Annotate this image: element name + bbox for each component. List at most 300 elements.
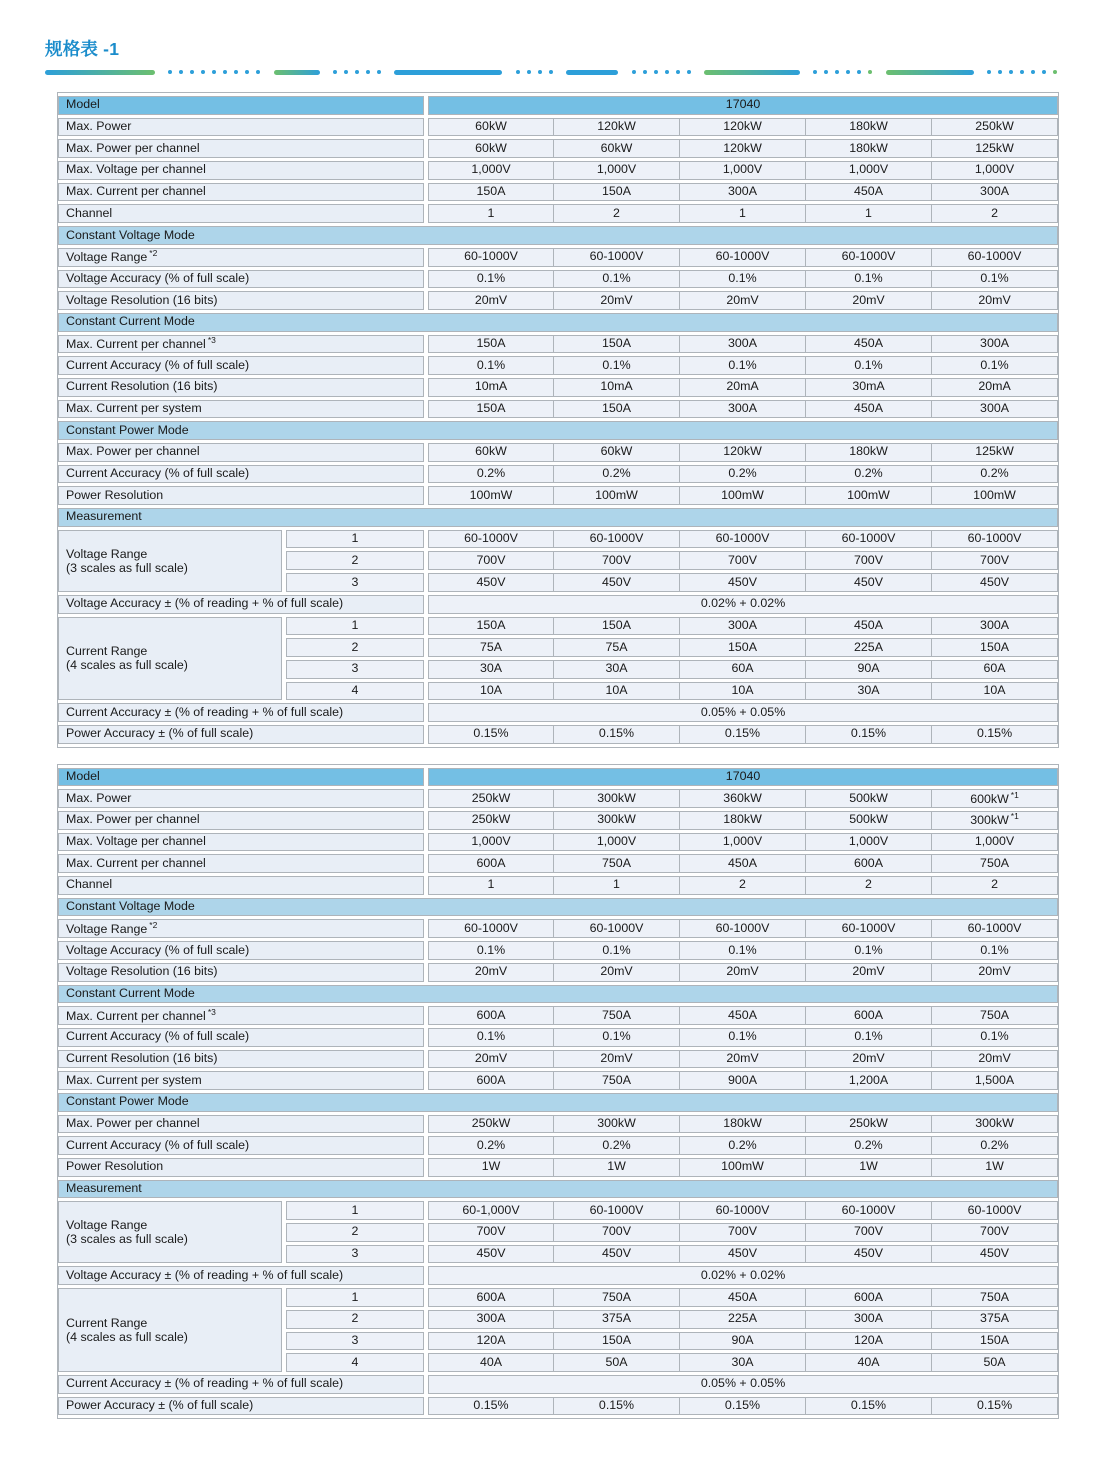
value-cell: 750A bbox=[554, 1288, 680, 1307]
value-cell: 600A bbox=[806, 1006, 932, 1025]
value-cell: 180kW bbox=[680, 1115, 806, 1134]
section-label-cell: Constant Power Mode bbox=[58, 421, 1058, 440]
value-cell: 20mV bbox=[428, 291, 554, 310]
value-cell: 180kW bbox=[680, 811, 806, 830]
row-label: Max. Power per channel bbox=[66, 140, 200, 155]
value-cell: 20mV bbox=[932, 291, 1058, 310]
section-row bbox=[58, 313, 1058, 332]
row-label-cell bbox=[58, 161, 424, 180]
value-cell: 60-1000V bbox=[680, 530, 806, 549]
value-cell: 100mW bbox=[554, 486, 680, 505]
spec-row bbox=[58, 378, 1058, 397]
value-cell: 0.15% bbox=[554, 1397, 680, 1416]
divider-dot bbox=[987, 70, 991, 74]
value-cell: 0.1% bbox=[554, 941, 680, 960]
group-label: Voltage Range bbox=[66, 546, 148, 561]
value-cell: 0.15% bbox=[806, 725, 932, 744]
divider-bar bbox=[886, 70, 974, 75]
value-cell: 450V bbox=[932, 1245, 1058, 1264]
spec-row bbox=[58, 1266, 1058, 1285]
divider-dot bbox=[632, 70, 636, 74]
section-row bbox=[58, 985, 1058, 1004]
group-row bbox=[58, 617, 1058, 636]
divider-dot bbox=[549, 70, 553, 74]
value-cell: 700V bbox=[428, 1223, 554, 1242]
row-label: Voltage Resolution (16 bits) bbox=[66, 292, 218, 307]
row-label-cell bbox=[58, 1397, 424, 1416]
row-label-cell bbox=[58, 139, 424, 158]
value-cell: 2 bbox=[554, 204, 680, 223]
value-cell: 150A bbox=[680, 638, 806, 657]
spec-row bbox=[58, 486, 1058, 505]
scale-index-cell: 1 bbox=[286, 1201, 424, 1220]
value-cell: 90A bbox=[806, 660, 932, 679]
value-cell: 50A bbox=[932, 1353, 1058, 1372]
model-label-cell: Model bbox=[58, 96, 424, 115]
value-cell: 20mV bbox=[554, 963, 680, 982]
row-label: Max. Current per channel bbox=[66, 855, 206, 870]
row-label-cell bbox=[58, 291, 424, 310]
section-label-cell: Measurement bbox=[58, 508, 1058, 527]
value-cell: 250kW bbox=[428, 811, 554, 830]
divider-dot bbox=[868, 70, 872, 74]
row-label-cell bbox=[58, 876, 424, 895]
value-cell: 1 bbox=[428, 876, 554, 895]
row-label: Channel bbox=[66, 205, 113, 220]
row-label: Max. Current per channel bbox=[66, 184, 206, 199]
section-label-cell: Constant Current Mode bbox=[58, 313, 1058, 332]
value-cell: 0.2% bbox=[680, 1136, 806, 1155]
divider-dot bbox=[179, 70, 183, 74]
value-cell: 0.1% bbox=[932, 270, 1058, 289]
value-cell: 0.2% bbox=[428, 465, 554, 484]
value-cell: 750A bbox=[932, 1288, 1058, 1307]
value-cell: 60-1000V bbox=[680, 1201, 806, 1220]
row-label-superscript: *3 bbox=[207, 334, 216, 345]
divider-dot bbox=[201, 70, 205, 74]
value-cell: 1,000V bbox=[554, 833, 680, 852]
value-cell: 20mV bbox=[806, 291, 932, 310]
value-cell: 125kW bbox=[932, 443, 1058, 462]
spec-table-1 bbox=[57, 92, 1059, 748]
row-label: Max. Current per channel bbox=[66, 337, 206, 352]
spec-row bbox=[58, 919, 1058, 938]
divider-dot-group bbox=[516, 70, 553, 74]
value-cell: 450V bbox=[428, 1245, 554, 1264]
value-cell: 20mA bbox=[680, 378, 806, 397]
value-cell: 20mV bbox=[554, 291, 680, 310]
value-cell: 60-1000V bbox=[806, 248, 932, 267]
value-cell: 600A bbox=[428, 1071, 554, 1090]
group-label: Current Range bbox=[66, 644, 148, 659]
model-value-cell: 17040 bbox=[428, 96, 1058, 115]
value-cell: 150A bbox=[428, 183, 554, 202]
value-cell: 225A bbox=[680, 1310, 806, 1329]
value-cell: 450A bbox=[680, 1006, 806, 1025]
value-cell: 20mV bbox=[680, 1050, 806, 1069]
section-row bbox=[58, 421, 1058, 440]
value-cell: 20mV bbox=[680, 963, 806, 982]
value-cell: 0.1% bbox=[554, 356, 680, 375]
spec-row bbox=[58, 291, 1058, 310]
divider-dot bbox=[366, 70, 370, 74]
value-cell: 180kW bbox=[806, 139, 932, 158]
value-cell: 450V bbox=[806, 573, 932, 592]
value-cell: 300kW bbox=[554, 789, 680, 808]
divider-dot bbox=[245, 70, 249, 74]
value-cell: 1 bbox=[806, 204, 932, 223]
section-row bbox=[58, 1180, 1058, 1199]
value-cell: 0.2% bbox=[932, 465, 1058, 484]
group-label-cell bbox=[58, 1201, 282, 1263]
value-cell: 150A bbox=[428, 400, 554, 419]
value-cell: 0.1% bbox=[806, 941, 932, 960]
row-label-cell bbox=[58, 1028, 424, 1047]
value-cell: 20mV bbox=[554, 1050, 680, 1069]
value-cell: 450V bbox=[428, 573, 554, 592]
value-cell: 1 bbox=[428, 204, 554, 223]
divider-dot-group bbox=[813, 70, 872, 74]
value-cell: 1,000V bbox=[806, 833, 932, 852]
value-cell: 100mW bbox=[932, 486, 1058, 505]
row-label: Voltage Accuracy (% of full scale) bbox=[66, 270, 250, 285]
span-value-cell: 0.02% + 0.02% bbox=[428, 1266, 1058, 1285]
row-label: Max. Current per system bbox=[66, 401, 202, 416]
scale-index-cell: 3 bbox=[286, 573, 424, 592]
divider-dot bbox=[643, 70, 647, 74]
value-cell: 0.1% bbox=[806, 356, 932, 375]
value-cell: 150A bbox=[554, 335, 680, 354]
divider-dot bbox=[212, 70, 216, 74]
value-cell: 1,000V bbox=[428, 833, 554, 852]
value-cell: 2 bbox=[680, 876, 806, 895]
value-cell: 0.1% bbox=[806, 1028, 932, 1047]
value-cell: 10mA bbox=[428, 378, 554, 397]
value-cell: 20mV bbox=[428, 1050, 554, 1069]
row-label-cell bbox=[58, 378, 424, 397]
divider-bar bbox=[704, 70, 800, 75]
value-cell: 700V bbox=[806, 551, 932, 570]
divider-bar bbox=[394, 70, 502, 75]
value-cell: 450A bbox=[806, 617, 932, 636]
divider-dot bbox=[676, 70, 680, 74]
scale-index-cell: 1 bbox=[286, 530, 424, 549]
spec-row bbox=[58, 811, 1058, 830]
divider-dot bbox=[998, 70, 1002, 74]
value-cell: 1,500A bbox=[932, 1071, 1058, 1090]
value-cell: 700V bbox=[554, 1223, 680, 1242]
value-cell: 0.15% bbox=[428, 1397, 554, 1416]
value-cell: 0.15% bbox=[680, 725, 806, 744]
value-cell: 20mV bbox=[680, 291, 806, 310]
value-cell: 300A bbox=[680, 335, 806, 354]
value-cell: 60-1000V bbox=[554, 1201, 680, 1220]
value-cell: 300A bbox=[680, 400, 806, 419]
value-cell: 0.1% bbox=[554, 1028, 680, 1047]
value-cell: 40A bbox=[428, 1353, 554, 1372]
value-cell: 0.15% bbox=[806, 1397, 932, 1416]
row-label: Power Resolution bbox=[66, 1159, 164, 1174]
value-cell: 120kW bbox=[680, 139, 806, 158]
value-cell: 0.2% bbox=[932, 1136, 1058, 1155]
row-label-cell bbox=[58, 1136, 424, 1155]
row-label: Voltage Range bbox=[66, 921, 148, 936]
value-cell: 60-1000V bbox=[806, 530, 932, 549]
group-sub-label: (4 scales as full scale) bbox=[66, 658, 188, 673]
value-cell: 150A bbox=[428, 335, 554, 354]
value-cell: 450A bbox=[680, 854, 806, 873]
value-cell: 250kW bbox=[806, 1115, 932, 1134]
row-label-cell bbox=[58, 811, 424, 830]
spec-row bbox=[58, 595, 1058, 614]
value-cell: 60-1000V bbox=[806, 1201, 932, 1220]
value-cell: 60kW bbox=[428, 139, 554, 158]
row-label-cell bbox=[58, 833, 424, 852]
value-cell: 60-1000V bbox=[680, 919, 806, 938]
value-cell: 0.15% bbox=[932, 725, 1058, 744]
divider-dot bbox=[223, 70, 227, 74]
value-cell: 60-1000V bbox=[554, 530, 680, 549]
section-label-cell: Constant Voltage Mode bbox=[58, 226, 1058, 245]
value-cell: 1,000V bbox=[680, 161, 806, 180]
group-sub-label: (3 scales as full scale) bbox=[66, 560, 188, 575]
row-label: Max. Power bbox=[66, 119, 132, 134]
spec-row bbox=[58, 725, 1058, 744]
group-row bbox=[58, 1201, 1058, 1220]
value-cell: 375A bbox=[932, 1310, 1058, 1329]
value-cell: 150A bbox=[932, 1332, 1058, 1351]
value-cell: 250kW bbox=[932, 118, 1058, 137]
value-cell: 1,000V bbox=[932, 161, 1058, 180]
value-cell: 50A bbox=[554, 1353, 680, 1372]
row-label-cell bbox=[58, 941, 424, 960]
divider-dot bbox=[1053, 70, 1057, 74]
value-cell: 700V bbox=[806, 1223, 932, 1242]
value-cell: 300kW bbox=[932, 1115, 1058, 1134]
group-sub-label: (3 scales as full scale) bbox=[66, 1232, 188, 1247]
value-cell: 60-1000V bbox=[680, 248, 806, 267]
value-cell: 1 bbox=[554, 876, 680, 895]
value-cell: 300A bbox=[680, 617, 806, 636]
value-cell: 90A bbox=[680, 1332, 806, 1351]
value-cell: 700V bbox=[932, 1223, 1058, 1242]
row-label: Current Resolution (16 bits) bbox=[66, 379, 218, 394]
section-row bbox=[58, 226, 1058, 245]
value-cell: 10A bbox=[680, 682, 806, 701]
divider-dot bbox=[355, 70, 359, 74]
group-row bbox=[58, 1288, 1058, 1307]
value-cell: 1W bbox=[806, 1158, 932, 1177]
value-cell: 1,000V bbox=[680, 833, 806, 852]
value-cell: 750A bbox=[932, 854, 1058, 873]
divider-dot-group bbox=[987, 70, 1057, 74]
value-cell: 450V bbox=[680, 573, 806, 592]
value-cell: 120A bbox=[806, 1332, 932, 1351]
spec-row bbox=[58, 204, 1058, 223]
row-label: Max. Voltage per channel bbox=[66, 162, 206, 177]
value-cell bbox=[932, 811, 1058, 830]
divider-dot-group bbox=[168, 70, 260, 74]
value-cell: 60kW bbox=[428, 118, 554, 137]
value-superscript: *1 bbox=[1010, 789, 1019, 800]
row-label-cell bbox=[58, 963, 424, 982]
value-cell: 0.1% bbox=[806, 270, 932, 289]
value-cell: 30mA bbox=[806, 378, 932, 397]
group-sub-label: (4 scales as full scale) bbox=[66, 1330, 188, 1344]
value-cell: 1,200A bbox=[806, 1071, 932, 1090]
divider-dot bbox=[857, 70, 861, 74]
group-label-cell bbox=[58, 530, 282, 592]
row-label: Max. Voltage per channel bbox=[66, 834, 206, 849]
value-cell: 100mW bbox=[806, 486, 932, 505]
value-cell: 500kW bbox=[806, 811, 932, 830]
value-cell: 300A bbox=[932, 617, 1058, 636]
divider-dot bbox=[344, 70, 348, 74]
value-cell: 900A bbox=[680, 1071, 806, 1090]
value-cell: 700V bbox=[680, 551, 806, 570]
value-cell: 120kW bbox=[680, 443, 806, 462]
value-cell: 75A bbox=[428, 638, 554, 657]
scale-index-cell: 2 bbox=[286, 638, 424, 657]
spec-row bbox=[58, 400, 1058, 419]
value-text: 600kW bbox=[970, 791, 1009, 806]
spec-row bbox=[58, 161, 1058, 180]
spec-row bbox=[58, 248, 1058, 267]
spec-row bbox=[58, 118, 1058, 137]
value-cell: 0.2% bbox=[806, 1136, 932, 1155]
value-cell: 60kW bbox=[554, 443, 680, 462]
model-label-cell: Model bbox=[58, 768, 424, 787]
value-cell: 750A bbox=[554, 1006, 680, 1025]
row-label: Power Accuracy ± (% of full scale) bbox=[66, 726, 254, 741]
value-cell: 60-1000V bbox=[554, 248, 680, 267]
row-label-superscript: *3 bbox=[207, 1006, 216, 1017]
row-label: Max. Current per channel bbox=[66, 1008, 206, 1023]
value-cell: 750A bbox=[932, 1006, 1058, 1025]
row-label-cell bbox=[58, 725, 424, 744]
section-row bbox=[58, 508, 1058, 527]
value-cell: 450V bbox=[680, 1245, 806, 1264]
value-cell: 450V bbox=[806, 1245, 932, 1264]
page-title: 规格表 -1 bbox=[45, 39, 120, 59]
value-superscript: *1 bbox=[1010, 811, 1019, 822]
spec-row bbox=[58, 1115, 1058, 1134]
value-cell: 0.2% bbox=[554, 465, 680, 484]
row-label-cell bbox=[58, 270, 424, 289]
value-cell: 1,000V bbox=[554, 161, 680, 180]
value-cell: 700V bbox=[554, 551, 680, 570]
spec-row bbox=[58, 1397, 1058, 1416]
value-cell: 150A bbox=[554, 1332, 680, 1351]
model-row bbox=[58, 96, 1058, 115]
divider-dot bbox=[687, 70, 691, 74]
scale-index-cell: 3 bbox=[286, 660, 424, 679]
value-cell: 10A bbox=[932, 682, 1058, 701]
value-cell: 60-1000V bbox=[554, 919, 680, 938]
divider-dot bbox=[190, 70, 194, 74]
span-value-cell: 0.05% + 0.05% bbox=[428, 1375, 1058, 1394]
spec-row bbox=[58, 941, 1058, 960]
divider-dot bbox=[1042, 70, 1046, 74]
spec-row bbox=[58, 356, 1058, 375]
value-cell: 30A bbox=[680, 1353, 806, 1372]
spec-row bbox=[58, 335, 1058, 354]
spec-table-2 bbox=[57, 764, 1059, 1420]
divider-bar bbox=[45, 70, 155, 75]
value-cell: 700V bbox=[428, 551, 554, 570]
value-cell: 1,000V bbox=[932, 833, 1058, 852]
spec-row bbox=[58, 1028, 1058, 1047]
value-cell: 20mV bbox=[806, 963, 932, 982]
row-label-cell bbox=[58, 854, 424, 873]
divider-dot bbox=[538, 70, 542, 74]
value-cell: 300A bbox=[932, 183, 1058, 202]
spec-row bbox=[58, 270, 1058, 289]
spec-row bbox=[58, 443, 1058, 462]
scale-index-cell: 1 bbox=[286, 617, 424, 636]
divider-dot bbox=[1031, 70, 1035, 74]
value-cell: 0.15% bbox=[932, 1397, 1058, 1416]
value-cell: 60kW bbox=[554, 139, 680, 158]
row-label: Current Resolution (16 bits) bbox=[66, 1050, 218, 1065]
value-cell: 225A bbox=[806, 638, 932, 657]
value-cell: 2 bbox=[932, 876, 1058, 895]
section-label-cell: Measurement bbox=[58, 1180, 1058, 1199]
section-label-cell: Constant Power Mode bbox=[58, 1093, 1058, 1112]
value-cell: 75A bbox=[554, 638, 680, 657]
value-cell: 450V bbox=[554, 573, 680, 592]
value-cell: 450A bbox=[806, 335, 932, 354]
row-label-cell bbox=[58, 400, 424, 419]
row-label-cell bbox=[58, 1050, 424, 1069]
spec-row bbox=[58, 1158, 1058, 1177]
divider-dot bbox=[256, 70, 260, 74]
value-cell: 40A bbox=[806, 1353, 932, 1372]
row-label-cell bbox=[58, 465, 424, 484]
row-label: Power Resolution bbox=[66, 487, 164, 502]
value-cell: 1W bbox=[428, 1158, 554, 1177]
value-cell: 0.1% bbox=[932, 356, 1058, 375]
divider-dot bbox=[813, 70, 817, 74]
value-cell: 600A bbox=[428, 1288, 554, 1307]
value-cell: 300kW bbox=[554, 1115, 680, 1134]
value-cell: 60-1000V bbox=[932, 248, 1058, 267]
spec-row bbox=[58, 1050, 1058, 1069]
row-label-cell bbox=[58, 118, 424, 137]
divider-dot bbox=[516, 70, 520, 74]
divider-dot-group bbox=[333, 70, 381, 74]
value-cell: 0.1% bbox=[428, 356, 554, 375]
value-cell bbox=[932, 789, 1058, 808]
row-label-cell bbox=[58, 486, 424, 505]
row-label-cell bbox=[58, 919, 424, 938]
value-cell: 360kW bbox=[680, 789, 806, 808]
value-cell: 300A bbox=[932, 400, 1058, 419]
row-label-superscript: *2 bbox=[149, 248, 158, 259]
spec-row bbox=[58, 1375, 1058, 1394]
spec-row bbox=[58, 789, 1058, 808]
value-cell: 1,000V bbox=[428, 161, 554, 180]
value-cell: 0.2% bbox=[680, 465, 806, 484]
divider-dot bbox=[234, 70, 238, 74]
span-value-cell: 0.05% + 0.05% bbox=[428, 703, 1058, 722]
value-cell: 0.1% bbox=[680, 941, 806, 960]
value-cell: 20mV bbox=[806, 1050, 932, 1069]
divider-bar bbox=[274, 70, 320, 75]
group-label-cell bbox=[58, 617, 282, 701]
value-cell: 30A bbox=[554, 660, 680, 679]
row-label-superscript: *2 bbox=[149, 919, 158, 930]
